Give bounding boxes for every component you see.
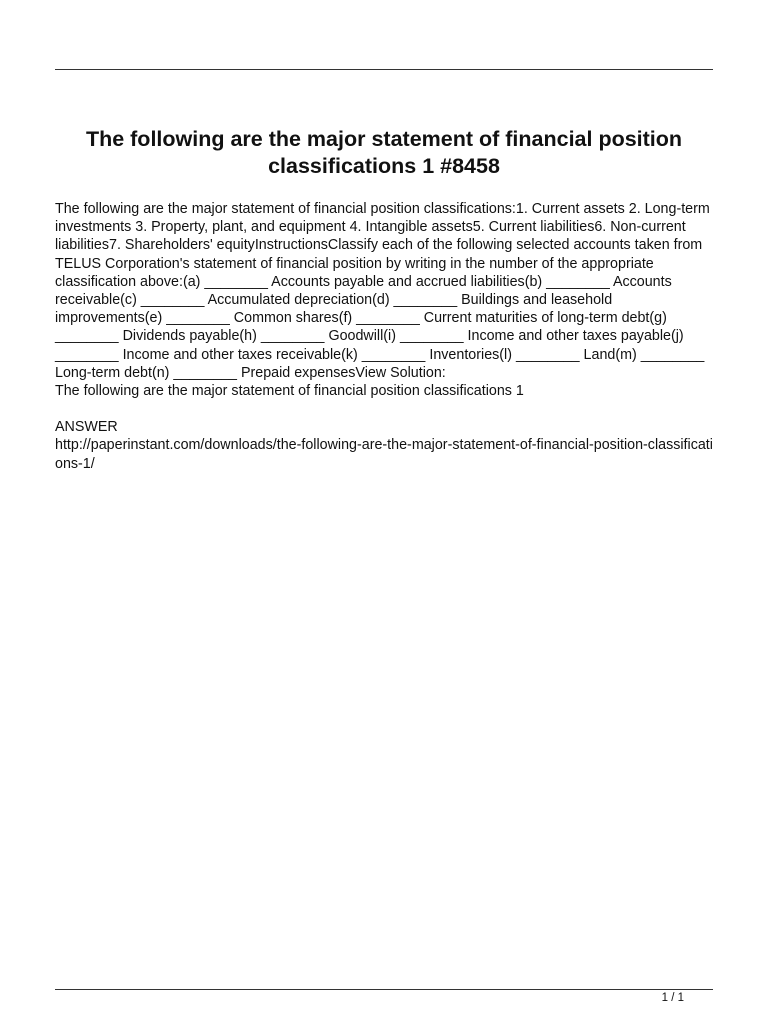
solution-title: The following are the major statement of financial position classifications 1: [55, 383, 524, 400]
document-body: [55, 200, 719, 473]
document-title: The following are the major statement of financial position classifications 1 #8458: [85, 127, 683, 178]
answer-label: ANSWER: [55, 419, 118, 436]
top-divider: [55, 69, 713, 70]
answer-link[interactable]: http://paperinstant.com/downloads/the-following-are-the-major-statement-of-financial-position-classifications-1/: [55, 437, 713, 472]
question-text: The following are the major statement of financial position classifications:1. Current assets 2. Long-term investments 3. Property, plant, and equipment 4. Intangible assets5. Current liabilities6. Non-current liabilities7. Shareholders' equityInstructionsClassify each of the following selected accounts taken from TELUS Corporation's statement of financial position by writing in the number of the appropriate classification above:(a) ________ Accounts payable and accrued liabilities(b) ________ Accounts receivable(c) ________ Accumulated depreciation(d) ________ Buildings and leasehold improvements(e) ________ Common shares(f) ________ Current maturities of long-term debt(g) ________ Dividends payable(h) ________ Goodwill(i) ________ Income and other taxes payable(j) ________ Income and other taxes receivable(k) ________ Inventories(l) ________ Land(m) ________ Long-term debt(n) ________ Prepaid expensesView Solution:: [55, 201, 710, 381]
page-number: 1 / 1: [661, 992, 684, 1004]
bottom-divider: [55, 989, 713, 990]
